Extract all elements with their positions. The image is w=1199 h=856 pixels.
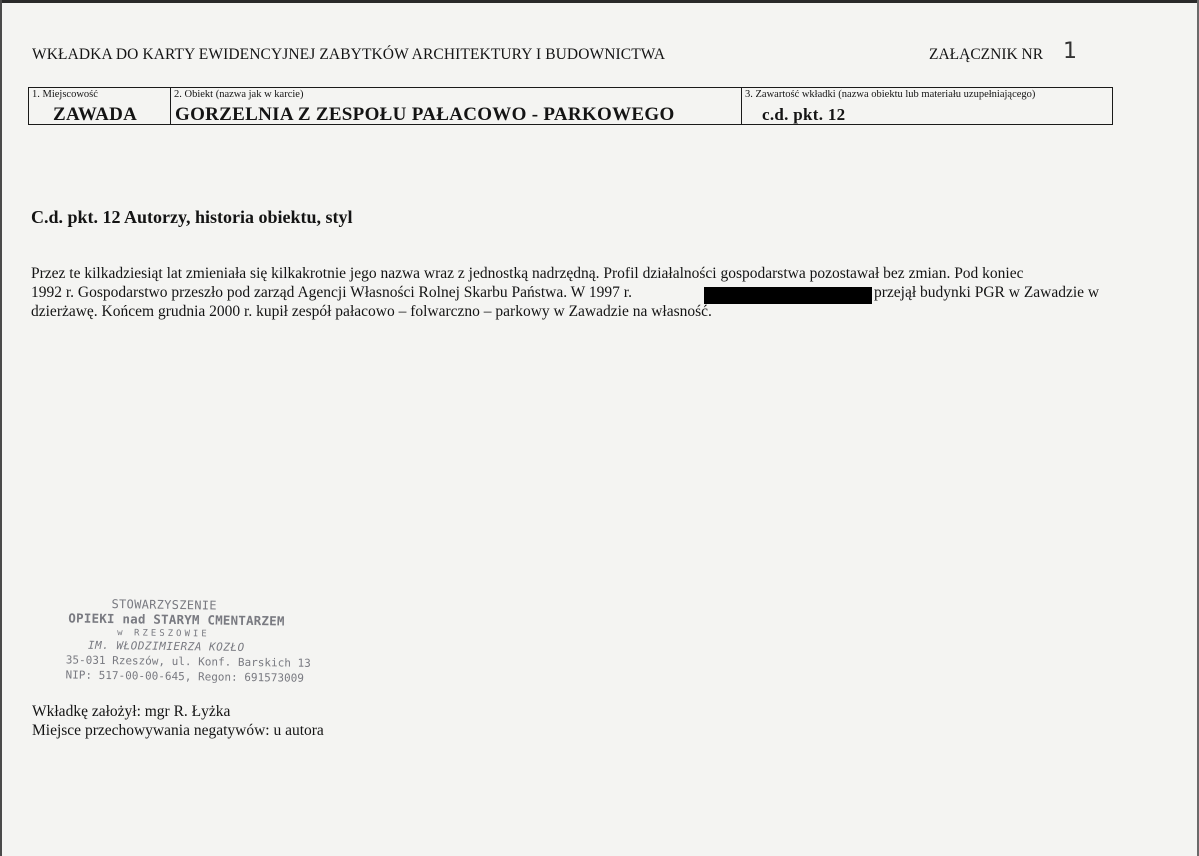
locality-label: 1. Miejscowość (32, 89, 98, 100)
form-header-table (28, 87, 1113, 125)
document-title: WKŁADKA DO KARTY EWIDENCYJNEJ ZABYTKÓW ARCHITEKTURY I BUDOWNICTWA (32, 46, 666, 63)
contents-label: 3. Zawartość wkładki (nazwa obiektu lub materiału uzupełniającego) (745, 89, 1036, 100)
locality-cell (29, 88, 170, 124)
footer-notes (32, 702, 324, 740)
body-line: przejął budynki PGR w Zawadzie w (874, 284, 1100, 301)
association-stamp (63, 596, 311, 691)
author-note: Wkładkę założył: mgr R. Łyżka (32, 703, 231, 720)
contents-value: c.d. pkt. 12 (762, 105, 846, 124)
section-heading: C.d. pkt. 12 Autorzy, historia obiektu, styl (31, 207, 353, 227)
body-line: Przez te kilkadziesiąt lat zmieniała się kilkakrotnie jego nazwa wraz z jednostką nadrzędną. Profil działalności gospodarstwa pozostawał bez zmian. Pod koniec (31, 265, 1024, 282)
stamp-line: STOWARZYSZENIE (111, 597, 217, 613)
redaction-bar (704, 287, 872, 304)
object-value: GORZELNIA Z ZESPOŁU PAŁACOWO - PARKOWEGO (175, 104, 675, 125)
stamp-line: 35-031 Rzeszów, ul. Konf. Barskich 13 (65, 653, 311, 670)
scan-edge-left (0, 0, 2, 856)
body-line: dzierżawę. Końcem grudnia 2000 r. kupił zespół pałacowo – folwarczno – parkowy w Zawadzie na własność. (31, 303, 712, 320)
annex-number: 1 (1063, 39, 1077, 64)
contents-cell (741, 88, 1114, 124)
scan-edge-top (0, 0, 1199, 3)
stamp-line: NIP: 517-00-00-645, Regon: 691573009 (65, 668, 305, 685)
body-line: 1992 r. Gospodarstwo przeszło pod zarząd Agencji Własności Rolnej Skarbu Państwa. W 1997 r. (31, 284, 632, 301)
locality-value: ZAWADA (53, 104, 138, 125)
negatives-location-note: Miejsce przechowywania negatywów: u autora (32, 722, 324, 739)
stamp-line: w RZESZOWIE (117, 628, 210, 640)
annex-label: ZAŁĄCZNIK NR (929, 46, 1044, 63)
stamp-line: IM. WŁODZIMIERZA KOZŁO (87, 638, 245, 654)
object-cell (170, 88, 741, 124)
object-label: 2. Obiekt (nazwa jak w karcie) (174, 89, 304, 100)
stamp-line: OPIEKI nad STARYM CMENTARZEM (68, 610, 285, 629)
